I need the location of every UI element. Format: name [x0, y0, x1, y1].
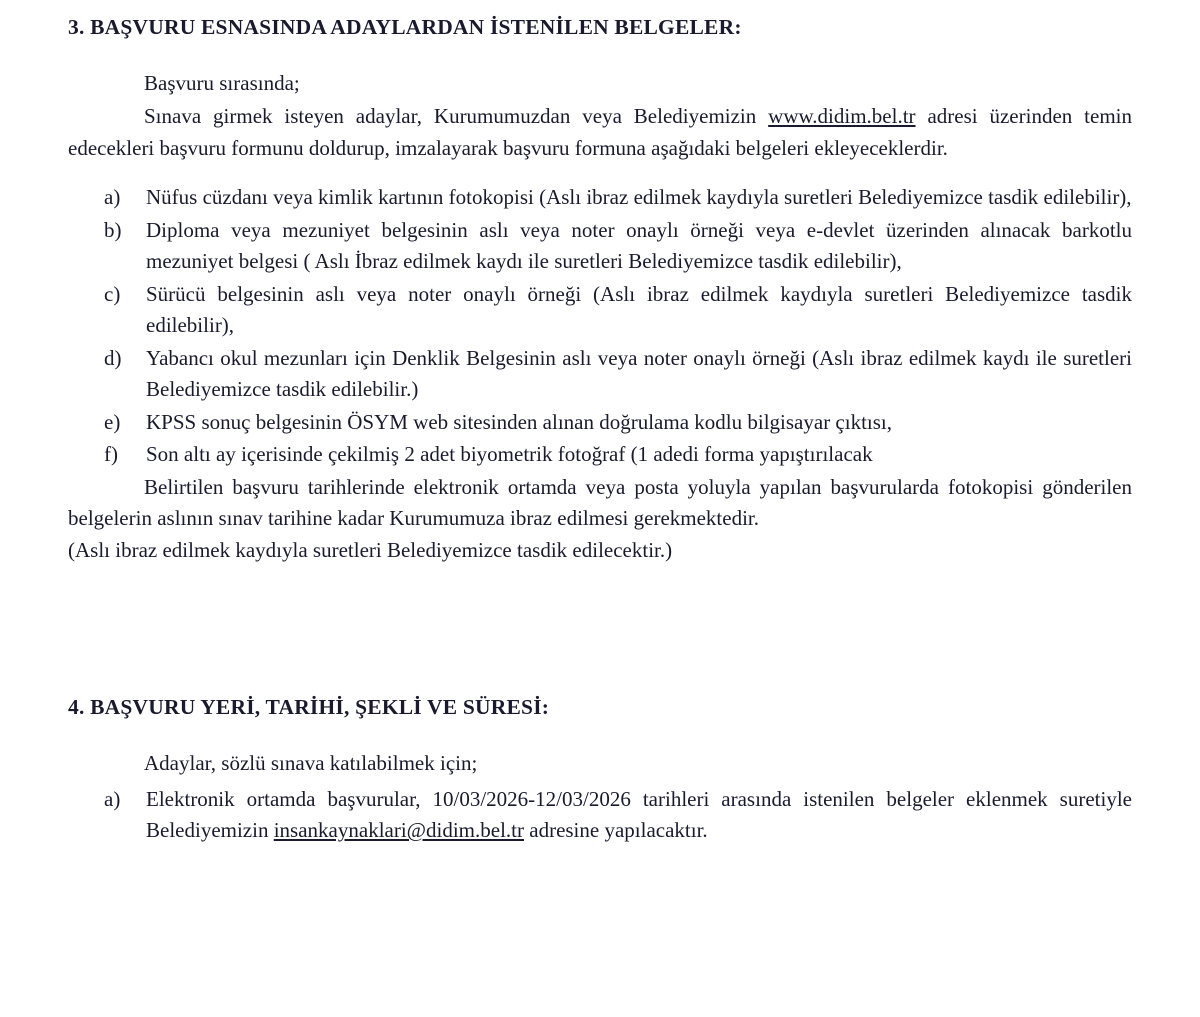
list-item [68, 439, 1132, 471]
list-item [68, 279, 1132, 342]
section-3-intro-paragraph [68, 101, 1132, 164]
list-marker: a) [104, 786, 121, 811]
list-item-text: Sürücü belgesinin aslı veya noter onaylı örneği (Aslı ibraz edilmek kaydıyla suretleri Belediyemizce tasdik edilebilir), [146, 281, 1132, 338]
list-item-text-part-2: adresine yapılacaktır. [524, 818, 708, 843]
section-4-heading: 4. BAŞVURU YERİ, TARİHİ, ŞEKLİ VE SÜRESİ: [68, 695, 550, 720]
list-marker: c) [104, 281, 121, 306]
intro-text-part-2: adresi üzerinden temin edecekleri başvuru formunu doldurup, imzalayarak başvuru formuna aşağıdaki belgeleri ekleyeceklerdir. [68, 104, 1132, 160]
list-item-text [146, 787, 1132, 843]
list-item-text-part-1: Elektronik ortamda başvurular, 10/03/2026-12/03/2026 tarihleri arasında istenilen belgeler eklenmek suretiyle Belediyemizin [146, 786, 1132, 843]
list-item [68, 182, 1132, 214]
list-item-text: Diploma veya mezuniyet belgesinin aslı veya noter onaylı örneği veya e-devlet üzerinden alınacak barkotlu mezuniyet belgesi ( Aslı İbraz edilmek kaydı ile suretleri Belediyemizce tasdik edilebilir), [146, 217, 1132, 274]
section-3-document-list [68, 182, 1132, 471]
email-link[interactable]: insankaynaklari@didim.bel.tr [273, 818, 524, 843]
list-item-text: Son altı ay içerisinde çekilmiş 2 adet biyometrik fotoğraf (1 adedi forma yapıştırılacak [146, 442, 873, 467]
list-item-text: KPSS sonuç belgesinin ÖSYM web sitesinden alınan doğrulama kodlu bilgisayar çıktısı, [146, 409, 893, 434]
section-3-closing-paragraph-1: Belirtilen başvuru tarihlerinde elektronik ortamda veya posta yoluyla yapılan başvurularda fotokopisi gönderilen belgelerin aslının sınav tarihine kadar Kurumumuza ibraz edilmesi gerekmektedir. [68, 474, 1132, 531]
list-item [68, 215, 1132, 278]
website-link[interactable]: www.didim.bel.tr [768, 104, 916, 129]
list-marker: d) [104, 345, 122, 370]
list-item [68, 407, 1132, 439]
section-3-intro-line: Başvuru sırasında; [144, 70, 300, 95]
list-marker: a) [104, 185, 121, 210]
list-marker: b) [104, 217, 122, 242]
list-item [68, 343, 1132, 406]
list-item-text: Yabancı okul mezunları için Denklik Belgesinin aslı veya noter onaylı örneği (Aslı ibraz edilmek kaydı ile suretleri Belediyemizce tasdik edilebilir.) [146, 345, 1132, 402]
list-marker: f) [104, 442, 118, 467]
section-3-closing-paragraph-2: (Aslı ibraz edilmek kaydıyla suretleri Belediyemizce tasdik edilecektir.) [68, 537, 673, 562]
list-marker: e) [104, 409, 121, 434]
list-item-text: Nüfus cüzdanı veya kimlik kartının fotokopisi (Aslı ibraz edilmek kaydıyla suretleri Belediyemizce tasdik edilebilir), [146, 185, 1132, 210]
intro-text-part-1: Sınava girmek isteyen adaylar, Kurumumuzdan veya Belediyemizin [144, 104, 769, 129]
section-4-application-list [68, 784, 1132, 847]
section-4-intro-line: Adaylar, sözlü sınava katılabilmek için; [144, 751, 478, 776]
section-spacer [68, 566, 1132, 694]
list-item [68, 784, 1132, 847]
section-3-heading: 3. BAŞVURU ESNASINDA ADAYLARDAN İSTENİLEN BELGELER: [68, 15, 742, 39]
